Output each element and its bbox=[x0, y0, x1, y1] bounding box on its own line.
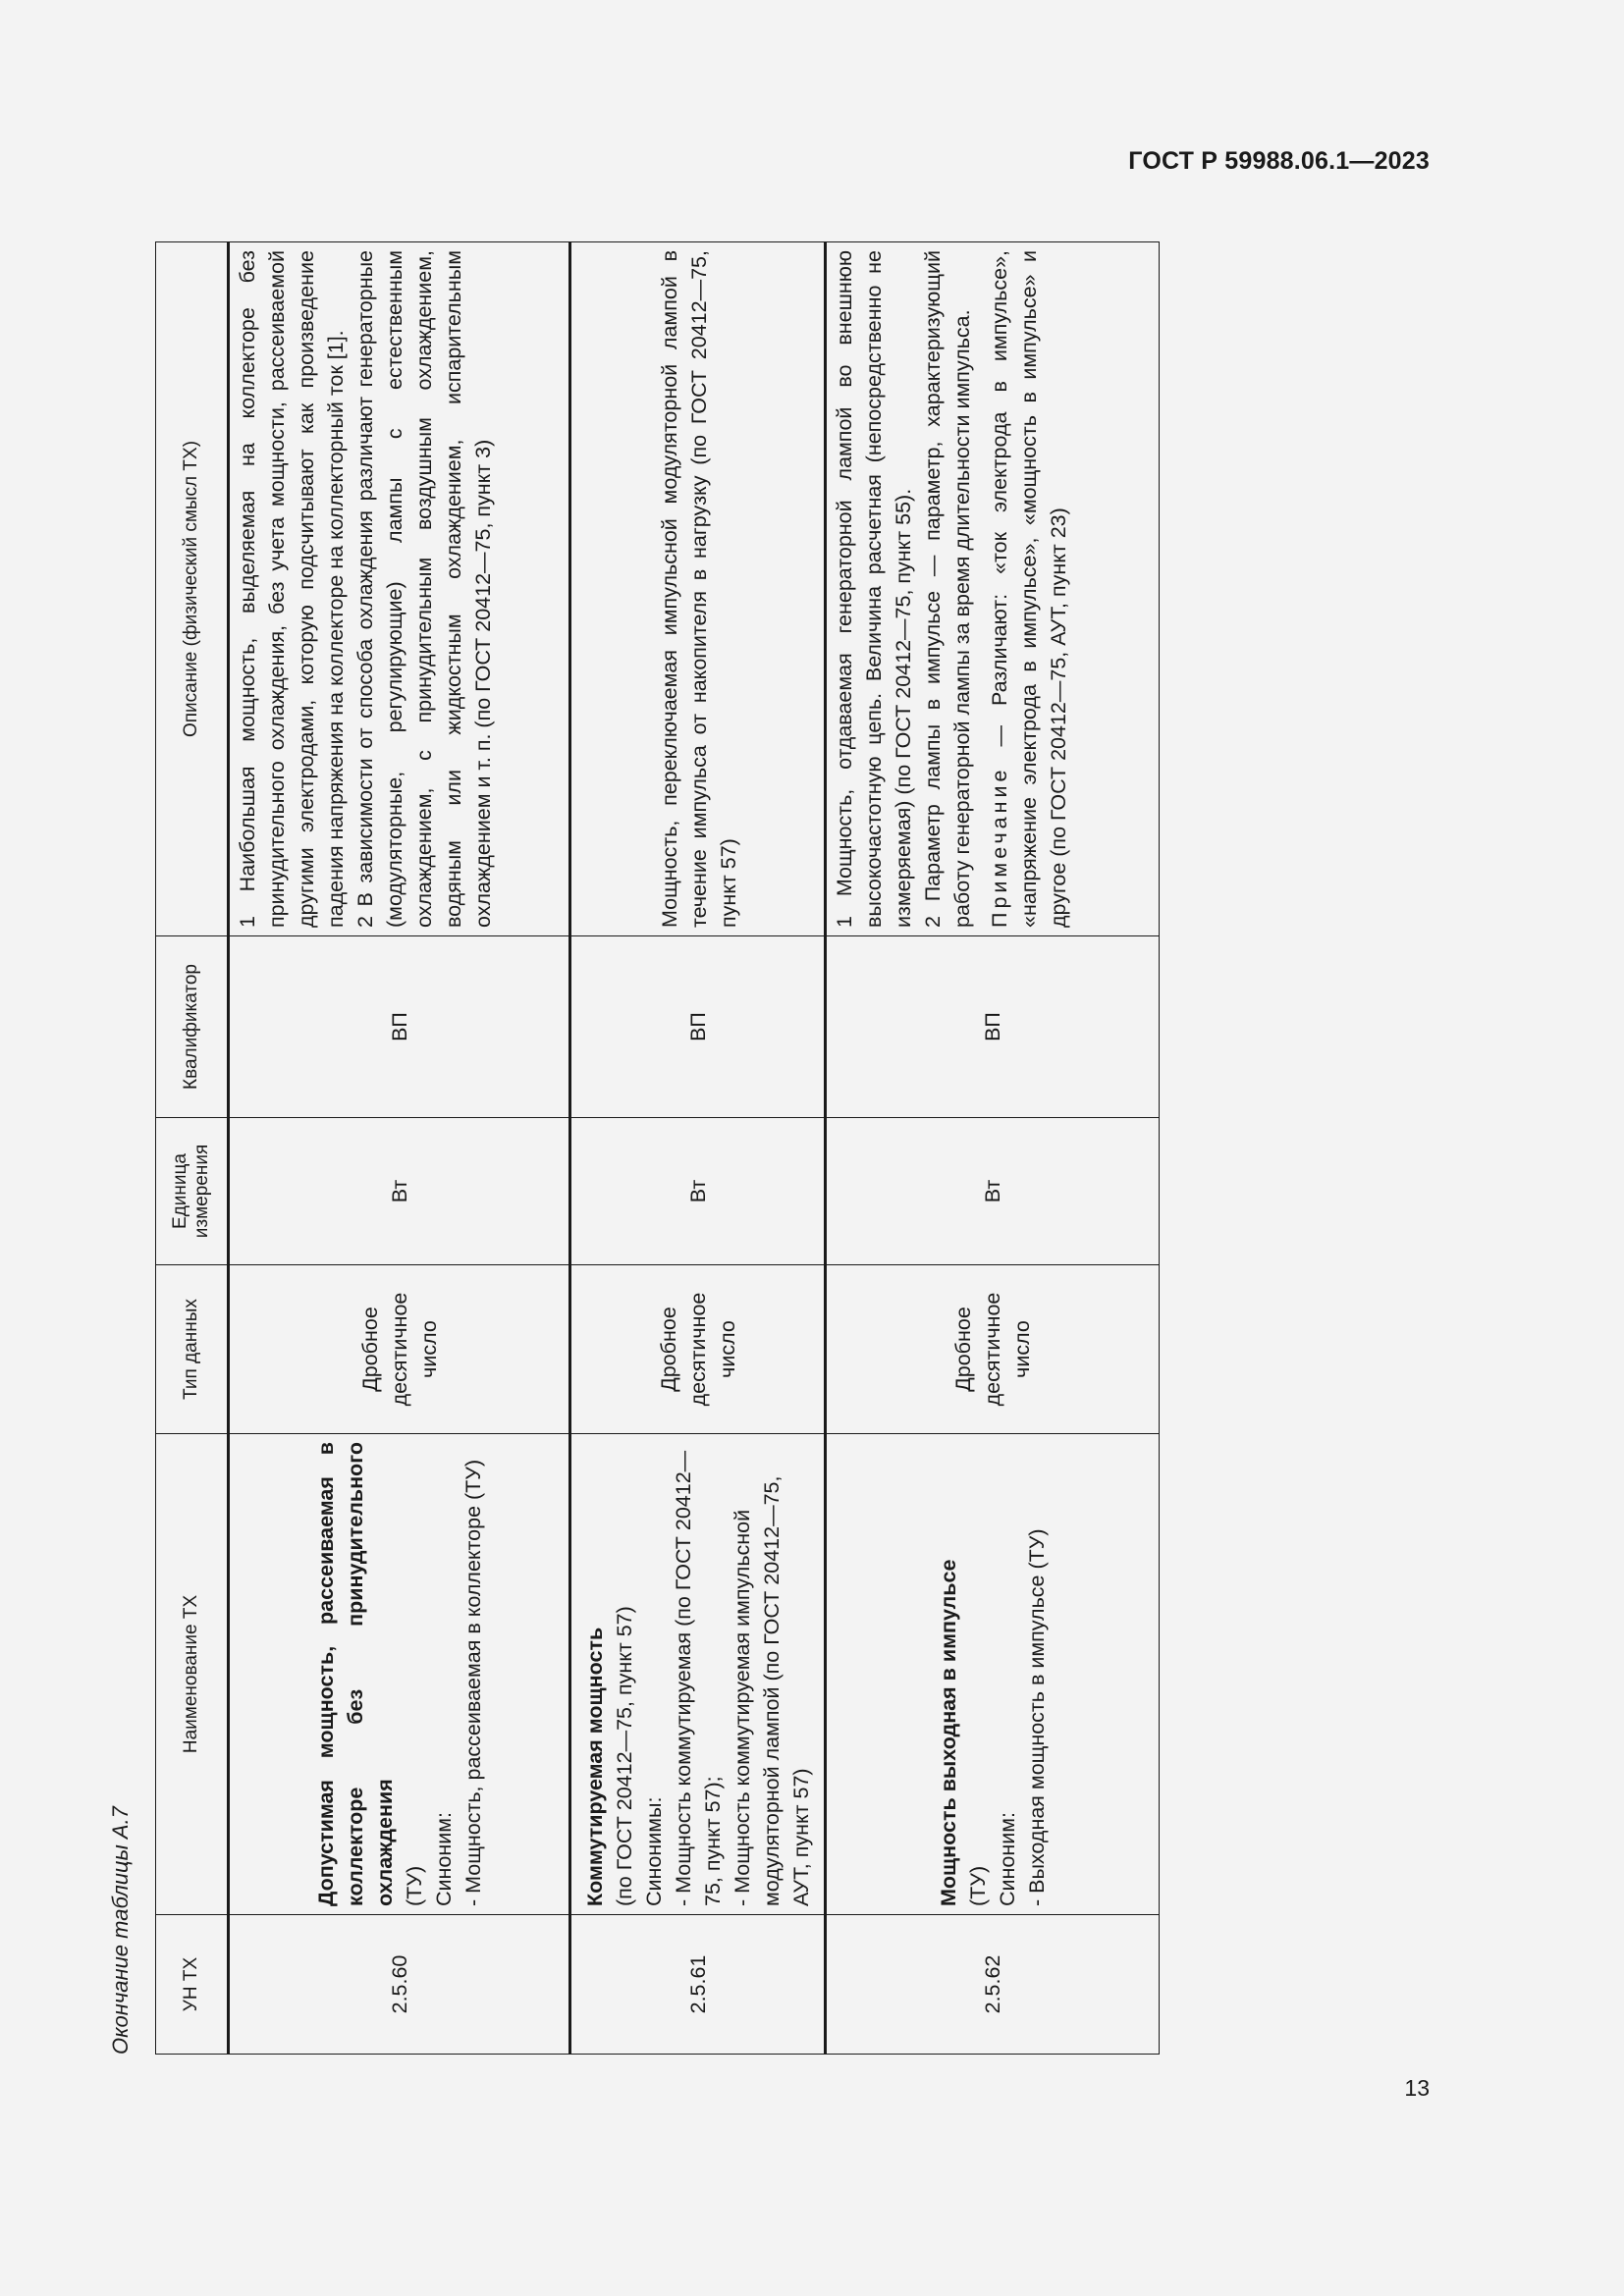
row-qualifier: ВП bbox=[229, 936, 570, 1118]
table-header-row bbox=[156, 242, 229, 2055]
row-description bbox=[826, 242, 1160, 936]
row-desc-paragraph: 2 Параметр лампы в импульсе — параметр, характеризующий работу генераторной лампы за время длительности импульса. bbox=[921, 250, 974, 928]
row-name-line: Синонимы: bbox=[641, 1796, 666, 1906]
row-name-line: (по ГОСТ 20412—75, пункт 57) bbox=[612, 1606, 636, 1906]
row-name-line: - Мощность, рассеиваемая в коллекторе (ТУ) bbox=[460, 1459, 485, 1906]
col-header-id: УН ТХ bbox=[156, 1915, 229, 2055]
row-name-line: - Выходная мощность в импульсе (ТУ) bbox=[1025, 1528, 1049, 1906]
row-name-line: (ТУ) bbox=[966, 1865, 990, 1906]
row-id: 2.5.60 bbox=[229, 1915, 570, 2055]
col-header-qualifier: Квалификатор bbox=[156, 936, 229, 1118]
row-desc-paragraph: Мощность, переключаемая импульсной модуляторной лампой в течение импульса от накопителя в нагрузку (по ГОСТ 20412—75, пункт 57) bbox=[658, 250, 740, 928]
note-text: — Различают: «ток электрода в импульсе», «напряжение электрода в импульсе», «мощность в импульсе» и другое (по ГОСТ 20412—75, АУТ, пункт 23) bbox=[988, 250, 1070, 928]
row-description bbox=[570, 242, 826, 936]
row-desc-note bbox=[985, 250, 1073, 928]
note-label: Примечание bbox=[988, 766, 1011, 928]
row-name bbox=[826, 1434, 1160, 1915]
row-name bbox=[570, 1434, 826, 1915]
row-name-line: - Мощность коммутируемая импульсной модуляторной лампой (по ГОСТ 20412—75, АУТ, пункт 57) bbox=[730, 1475, 813, 1906]
row-desc-paragraph: 1 Наибольшая мощность, выделяемая на коллекторе без принудительного охлаждения, без учета мощности, рассеиваемой другими электродами, которую подсчитывают как произведение падения напряжения на коллекторе на коллекторный ток [1]. bbox=[236, 250, 348, 928]
row-name bbox=[229, 1434, 570, 1915]
row-desc-paragraph: 2 В зависимости от способа охлаждения различают генераторные (модуляторные, регулирующие) лампы с естественным охлаждением, с принудительным воздушным охлаждением, водяным или жидкостным охлаждением, испарительным охлаждением и т. п. (по ГОСТ 20412—75, пункт 3) bbox=[353, 250, 495, 928]
characteristics-table bbox=[155, 241, 1160, 2055]
page-number: 13 bbox=[1404, 2075, 1430, 2101]
row-type: Дробное десятичное число bbox=[826, 1265, 1160, 1434]
row-name-line: - Мощность коммутируемая (по ГОСТ 20412—75, пункт 57); bbox=[671, 1450, 725, 1906]
table-row bbox=[229, 242, 570, 2055]
row-type: Дробное десятичное число bbox=[229, 1265, 570, 1434]
col-header-description: Описание (физический смысл ТХ) bbox=[156, 242, 229, 936]
row-description bbox=[229, 242, 570, 936]
row-unit: Вт bbox=[229, 1118, 570, 1265]
table-caption: Окончание таблицы А.7 bbox=[108, 1806, 133, 2055]
col-header-type: Тип данных bbox=[156, 1265, 229, 1434]
row-unit: Вт bbox=[826, 1118, 1160, 1265]
row-name-main: Мощность выходная в импульсе bbox=[937, 1559, 960, 1906]
col-header-name: Наименование ТХ bbox=[156, 1434, 229, 1915]
row-id: 2.5.61 bbox=[570, 1915, 826, 2055]
table-row bbox=[570, 242, 826, 2055]
col-header-unit: Единица измерения bbox=[156, 1118, 229, 1265]
row-name-line: (ТУ) bbox=[402, 1865, 426, 1906]
row-qualifier: ВП bbox=[826, 936, 1160, 1118]
row-name-line: Синоним: bbox=[996, 1811, 1019, 1906]
row-qualifier: ВП bbox=[570, 936, 826, 1118]
row-id: 2.5.62 bbox=[826, 1915, 1160, 2055]
table-row bbox=[826, 242, 1160, 2055]
row-type: Дробное десятичное число bbox=[570, 1265, 826, 1434]
standard-designation: ГОСТ Р 59988.06.1—2023 bbox=[1128, 147, 1430, 175]
row-name-main: Коммутируемая мощность bbox=[582, 1627, 607, 1906]
row-unit: Вт bbox=[570, 1118, 826, 1265]
row-name-main: Допустимая мощность, рассеиваемая в коллекторе без принудительного охлаждения bbox=[313, 1442, 397, 1906]
row-name-line: Синоним: bbox=[431, 1811, 456, 1906]
row-desc-paragraph: 1 Мощность, отдаваемая генераторной лампой во внешнюю высокочастотную цепь. Величина расчетная (непосредственно не измеряемая) (по ГОСТ 20412—75, пункт 55). bbox=[833, 250, 915, 928]
rotated-table-block bbox=[108, 242, 1111, 2061]
